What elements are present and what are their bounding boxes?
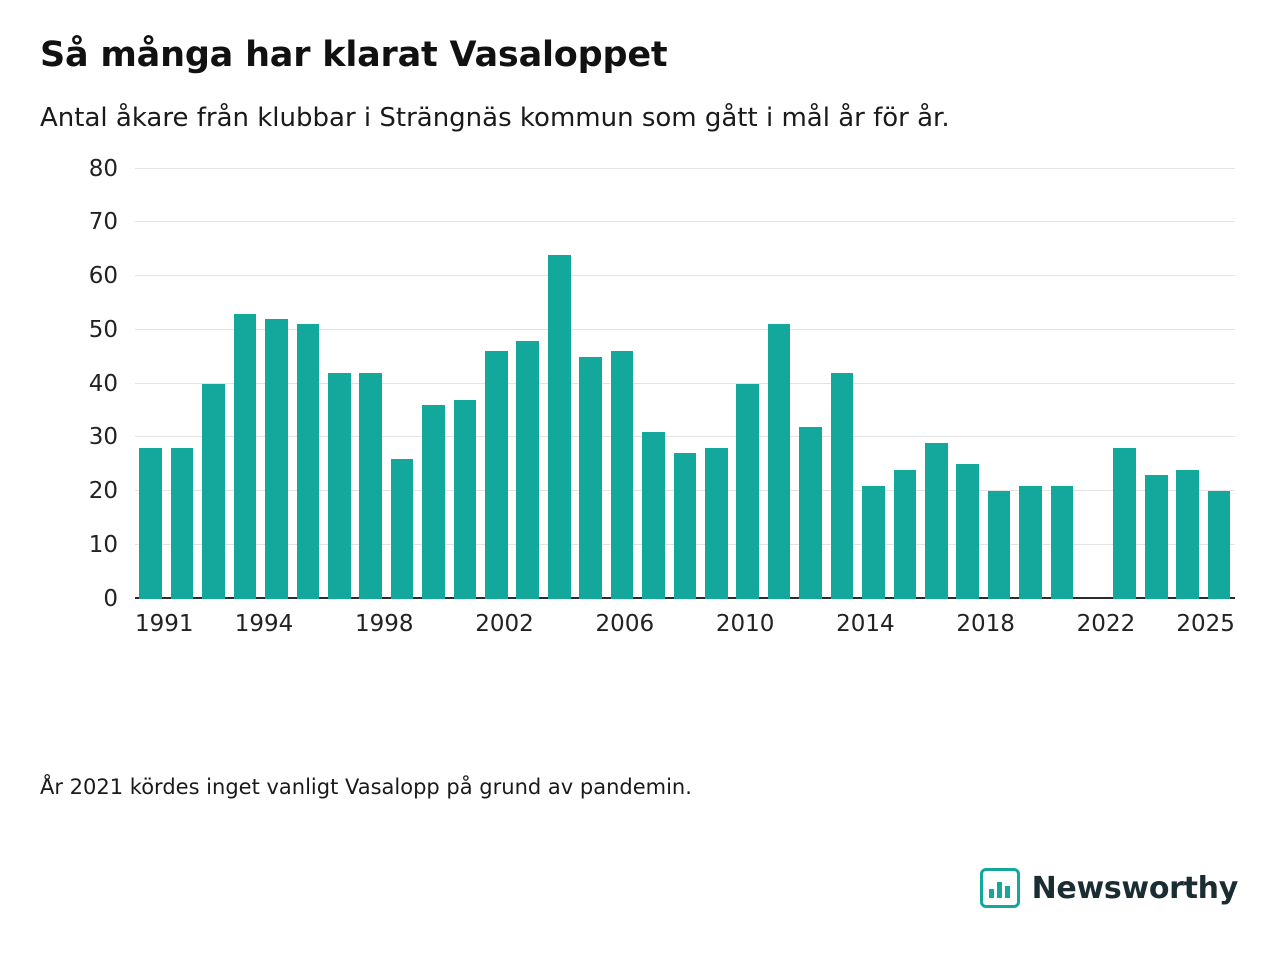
bar xyxy=(1145,475,1168,599)
bar-series xyxy=(135,169,1235,599)
y-axis-tick-label: 40 xyxy=(88,370,118,397)
y-axis-tick-label: 70 xyxy=(88,209,118,236)
bar xyxy=(328,373,351,599)
bar-slot xyxy=(1078,169,1109,599)
bar xyxy=(297,324,320,598)
bar-slot xyxy=(292,169,323,599)
y-axis-tick-label: 0 xyxy=(103,585,118,612)
bar xyxy=(422,405,445,599)
bar xyxy=(1019,486,1042,599)
y-axis-tick-label: 20 xyxy=(88,478,118,504)
x-axis-tick-empty xyxy=(314,611,335,647)
bar xyxy=(202,384,225,599)
bar-slot xyxy=(763,169,794,599)
x-axis-tick-empty xyxy=(194,611,215,647)
bar xyxy=(516,341,539,599)
x-axis-tick-empty xyxy=(816,611,837,647)
plot-area xyxy=(135,169,1235,599)
x-axis-labels xyxy=(135,611,1235,647)
x-axis-tick-label: 1991 xyxy=(135,610,194,637)
bar-slot xyxy=(732,169,763,599)
x-axis-tick-empty xyxy=(795,611,816,647)
bar xyxy=(1208,491,1231,599)
x-axis-tick-empty xyxy=(895,611,916,647)
x-axis-tick-empty xyxy=(434,611,455,647)
brand-name: Newsworthy xyxy=(1031,870,1238,906)
bar-slot xyxy=(889,169,920,599)
bar-slot xyxy=(135,169,166,599)
x-axis-tick-empty xyxy=(936,611,957,647)
x-axis-tick-empty xyxy=(1015,611,1036,647)
bar-slot xyxy=(418,169,449,599)
brand-logo xyxy=(980,868,1238,908)
bar xyxy=(611,351,634,598)
bar-slot xyxy=(355,169,386,599)
bar xyxy=(1113,448,1136,599)
x-axis-tick-label: 1998 xyxy=(354,610,414,637)
bar xyxy=(831,373,854,599)
bar xyxy=(171,448,194,599)
bar xyxy=(548,255,571,599)
x-axis-tick-empty xyxy=(1156,611,1177,647)
bar xyxy=(894,470,917,599)
bar xyxy=(705,448,728,599)
x-axis-tick-label: 1994 xyxy=(234,610,294,637)
bar-slot xyxy=(701,169,732,599)
bar-slot xyxy=(1172,169,1203,599)
x-axis-tick-empty xyxy=(915,611,936,647)
bar xyxy=(359,373,382,599)
page-title: Så många har klarat Vasaloppet xyxy=(40,35,668,75)
bar-slot xyxy=(543,169,574,599)
bar-slot xyxy=(669,169,700,599)
x-axis-tick-empty xyxy=(554,611,575,647)
bar-slot xyxy=(449,169,480,599)
x-axis-tick-empty xyxy=(695,611,716,647)
bar-slot xyxy=(575,169,606,599)
bar xyxy=(1176,470,1199,599)
page-subtitle: Antal åkare från klubbar i Strängnäs kommun som gått i mål år för år. xyxy=(40,103,950,133)
x-axis-tick-empty xyxy=(774,611,795,647)
bar xyxy=(454,400,477,599)
bar xyxy=(391,459,414,599)
x-axis-tick-empty xyxy=(214,611,235,647)
bar-slot xyxy=(1141,169,1172,599)
x-axis-tick-empty xyxy=(654,611,675,647)
bar xyxy=(485,351,508,598)
x-axis-tick-empty xyxy=(455,611,476,647)
bar-slot xyxy=(983,169,1014,599)
bar-slot xyxy=(826,169,857,599)
x-axis-tick-label: 2006 xyxy=(595,610,655,637)
chart-footnote: År 2021 kördes inget vanligt Vasalopp på grund av pandemin. xyxy=(40,775,692,799)
bar xyxy=(799,427,822,599)
bar-slot xyxy=(1203,169,1234,599)
bar xyxy=(956,464,979,598)
bar xyxy=(925,443,948,599)
bar-slot xyxy=(166,169,197,599)
y-axis-tick-label: 30 xyxy=(88,424,118,451)
bar xyxy=(234,314,257,599)
bar-slot xyxy=(606,169,637,599)
x-axis-tick-empty xyxy=(414,611,435,647)
bar-slot xyxy=(229,169,260,599)
bar-chart xyxy=(40,155,1240,641)
bar-slot xyxy=(512,169,543,599)
bar-slot xyxy=(952,169,983,599)
bar-slot xyxy=(198,169,229,599)
x-axis-tick-label: 2014 xyxy=(836,610,895,637)
bar xyxy=(579,357,602,599)
bar xyxy=(1051,486,1074,599)
bar-slot xyxy=(481,169,512,599)
bar xyxy=(862,486,885,599)
bar-slot xyxy=(858,169,889,599)
x-axis-tick-empty xyxy=(534,611,555,647)
bar xyxy=(988,491,1011,599)
y-axis-tick-label: 50 xyxy=(88,316,118,343)
bar-slot xyxy=(795,169,826,599)
bar-slot xyxy=(1109,169,1140,599)
x-axis-tick-empty xyxy=(1036,611,1057,647)
y-axis-tick-label: 60 xyxy=(88,263,118,289)
x-axis-tick-empty xyxy=(675,611,696,647)
bar-chart-icon xyxy=(980,868,1020,908)
bar xyxy=(674,453,697,598)
x-axis-tick-empty xyxy=(575,611,596,647)
bar-slot xyxy=(261,169,292,599)
x-axis-tick-label: 2022 xyxy=(1076,610,1136,637)
bar xyxy=(768,324,791,598)
bar xyxy=(642,432,665,599)
bar xyxy=(265,319,288,599)
bar xyxy=(736,384,759,599)
bar-slot xyxy=(1015,169,1046,599)
x-axis-tick-label: 2025 xyxy=(1176,610,1235,637)
bar-slot xyxy=(1046,169,1077,599)
x-axis-tick-empty xyxy=(1135,611,1156,647)
x-axis-tick-label: 2010 xyxy=(715,610,775,637)
x-axis-tick-empty xyxy=(1056,611,1077,647)
y-axis-tick-label: 80 xyxy=(88,155,118,182)
x-axis-tick-empty xyxy=(293,611,314,647)
x-axis-tick-empty xyxy=(334,611,355,647)
bar-slot xyxy=(386,169,417,599)
bar-slot xyxy=(921,169,952,599)
bar xyxy=(139,448,162,599)
bar-slot xyxy=(324,169,355,599)
y-axis-tick-label: 10 xyxy=(88,531,118,558)
x-axis-tick-label: 2018 xyxy=(956,610,1015,637)
y-axis-labels xyxy=(40,155,118,612)
x-axis-tick-label: 2002 xyxy=(475,610,534,637)
bar-slot xyxy=(638,169,669,599)
